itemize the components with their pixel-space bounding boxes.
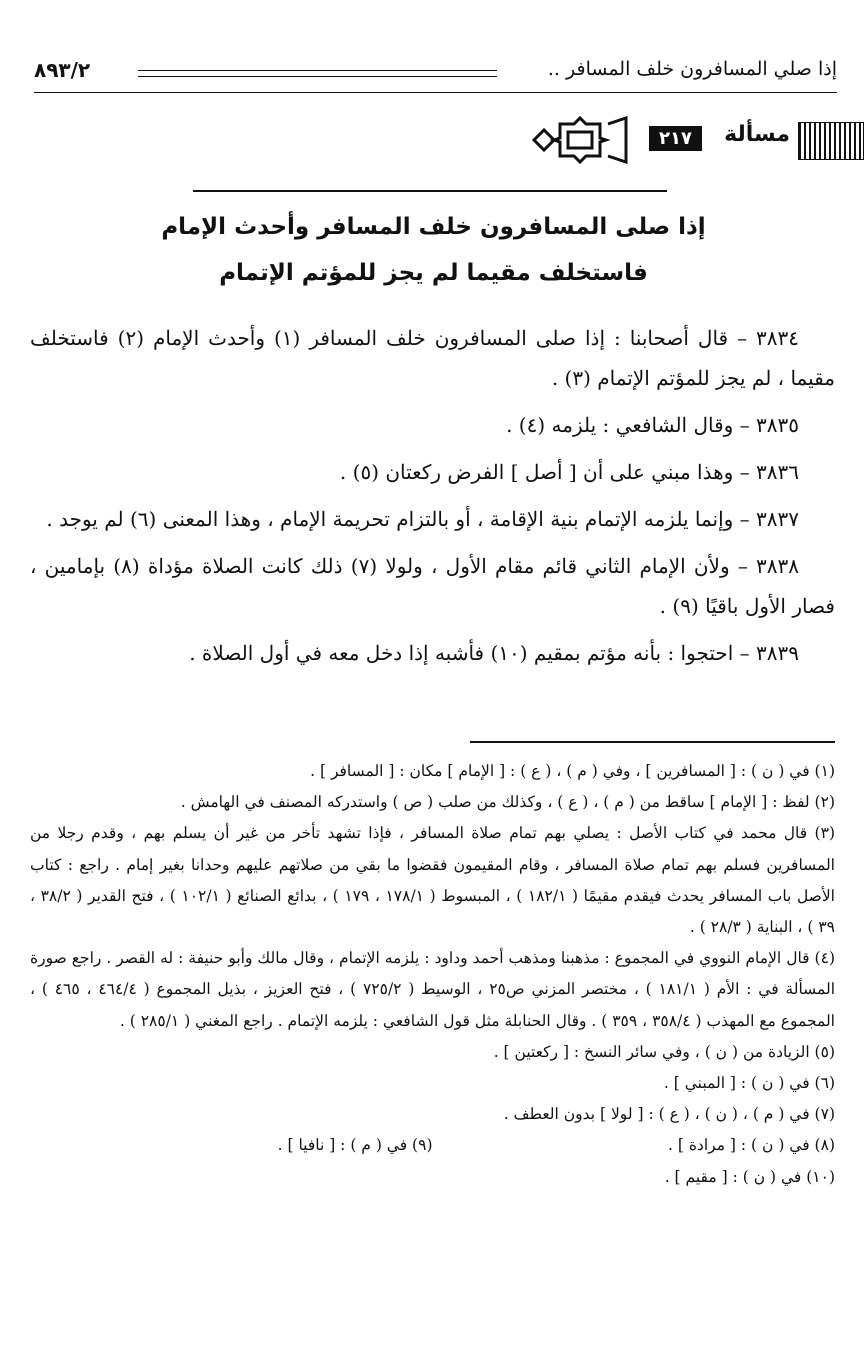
running-header-double-rule (138, 70, 497, 77)
title-line-1: إذا صلى المسافرون خلف المسافر وأحدث الإمام (161, 214, 706, 240)
page-reference: ٨٩٣/٢ (34, 58, 91, 82)
masala-number-badge: ٢١٧ (649, 126, 702, 151)
paragraph-3835: ٣٨٣٥ – وقال الشافعي : يلزمه (٤) . (506, 413, 799, 437)
paragraph-3838: ٣٨٣٨ – ولأن الإمام الثاني قائم مقام الأول ، ولولا (٧) ذلك كانت الصلاة مؤداة (٨) بإمامين ، فصار الأول باقيًا (٩) . (30, 554, 835, 618)
footnote-10: (١٠) في ( ن ) : [ مقيم ] . (664, 1167, 835, 1186)
footnotes (30, 756, 835, 1193)
footnote-3: (٣) قال محمد في كتاب الأصل : يصلي بهم تمام صلاة المسافر ، فإذا تشهد تأخر من غير أن يسلم بهم ، وقدم رجلا من المسافرين فسلم بهم تمام صلاة المسافر ، وقام المقيمون فقضوا ما بقي من صلاتهم عليهم وحدانا بغير إمام . راجع : كتاب الأصل باب المسافر يحدث فيقدم مقيمًا ( ١٨٢/١ ) ، المبسوط ( ١٧٨/١ ، ١٧٩ ) ، بدائع الصنائع ( ١٠٢/١ ) ، فتح القدير ( ٣٨/٢ ، ٣٩ ) ، البناية ( ٢٨/٣ ) . (30, 824, 835, 937)
footnote-1: (١) في ( ن ) : [ المسافرين ] ، وفي ( م ) ، ( ع ) : [ الإمام ] مكان : [ المسافر ] . (310, 762, 835, 780)
footnote-5: (٥) الزيادة من ( ن ) ، وفي سائر النسخ : [ ركعتين ] . (493, 1042, 835, 1061)
footnote-row-8-9 (30, 1130, 835, 1161)
paragraph-3839: ٣٨٣٩ – احتجوا : بأنه مؤتم بمقيم (١٠) فأشبه إذا دخل معه في أول الصلاة . (189, 641, 799, 665)
title-top-rule (193, 190, 667, 192)
footnote-9: (٩) في ( م ) : [ نافيا ] . (277, 1136, 433, 1155)
footnote-separator (470, 741, 835, 743)
header-underline (34, 92, 837, 93)
title-line-2: فاستخلف مقيما لم يجز للمؤتم الإتمام (219, 260, 648, 286)
footnote-8: (٨) في ( ن ) : [ مرادة ] . (667, 1136, 835, 1155)
footnote-2: (٢) لفظ : [ الإمام ] ساقط من ( م ) ، ( ع ) ، وكذلك من صلب ( ص ) واستدركه المصنف في الهامش . (180, 793, 835, 812)
running-header (34, 58, 837, 94)
masala-heading-band (530, 114, 866, 166)
paragraph-3834: ٣٨٣٤ – قال أصحابنا : إذا صلى المسافرون خلف المسافر (١) وأحدث الإمام (٢) فاستخلف مقيما ، لم يجز للمؤتم الإتمام (٣) . (30, 326, 835, 390)
masala-label: مسألة (724, 122, 790, 147)
paragraph-3836: ٣٨٣٦ – وهذا مبني على أن [ أصل ] الفرض ركعتان (٥) . (339, 460, 799, 484)
paragraph-3837: ٣٨٣٧ – وإنما يلزمه الإتمام بنية الإقامة ، أو بالتزام تحريمة الإمام ، وهذا المعنى (٦) لم يوجد . (46, 507, 799, 531)
footnote-4: (٤) قال الإمام النووي في المجموع : مذهبنا ومذهب أحمد وداود : يلزمه الإتمام ، وقال مالك وأبو حنيفة : له القصر . راجع صورة المسألة في : الأم ( ١٨١/١ ) ، مختصر المزني ص٢٥ ، الوسيط ( ٧٢٥/٢ ) ، فتح العزيز ، بذيل المجموع ( ٤٦٤/٤ ، ٤٦٥ ) ، المجموع مع المهذب ( ٣٥٨/٤ ، ٣٥٩ ) . وقال الحنابلة مثل قول الشافعي : يلزمه الإتمام . راجع المغني ( ٢٨٥/١ ) . (30, 949, 836, 1030)
footnote-6: (٦) في ( ن ) : [ المبني ] . (663, 1074, 835, 1093)
geometric-ornament-icon (530, 114, 630, 166)
chapter-title (160, 204, 707, 296)
footnote-7: (٧) في ( م ) ، ( ن ) ، ( ع ) : [ لولا ] بدون العطف . (503, 1105, 835, 1124)
running-header-title: إذا صلي المسافرون خلف المسافر .. (547, 58, 837, 80)
hatched-block-ornament (798, 122, 864, 160)
body-text (30, 318, 835, 680)
